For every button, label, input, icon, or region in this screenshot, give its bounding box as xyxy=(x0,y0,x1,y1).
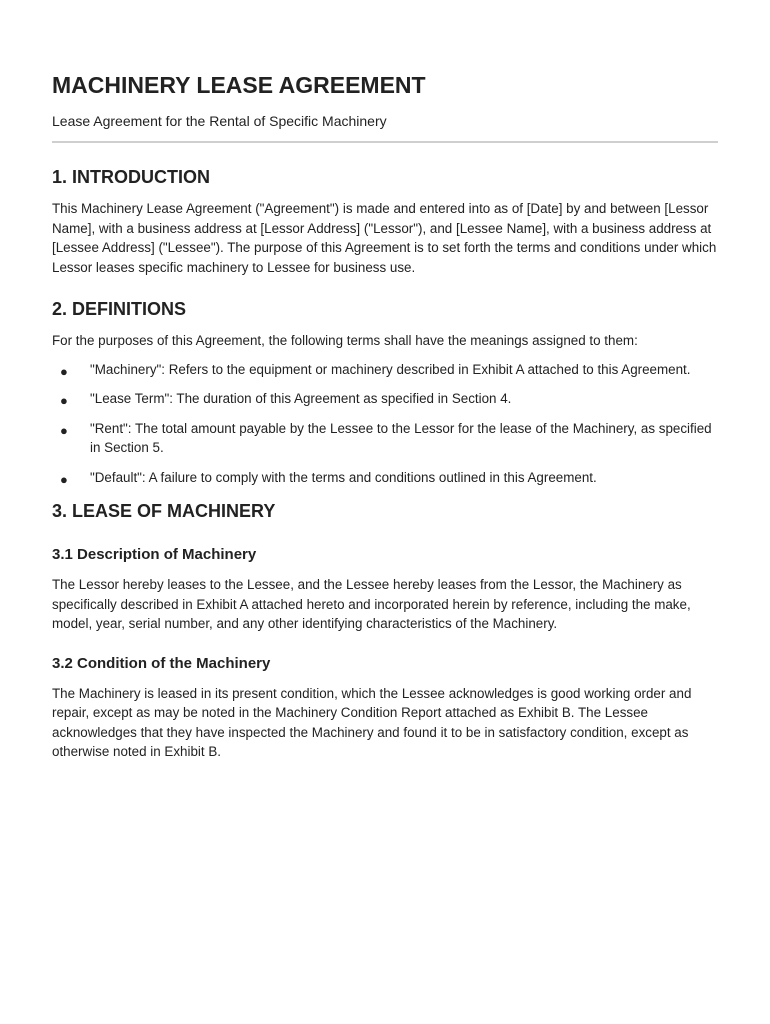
section-introduction-body: This Machinery Lease Agreement ("Agreement") is made and entered into as of [Date] by and between [Lessor Name], with a business address at [Lessor Address] ("Lessor"), and [Lessee Name], with a business address at [Lessee Address] ("Lessee"). The purpose of this Agreement is to set forth the terms and conditions under which Lessor leases specific machinery to Lessee for business use. xyxy=(52,201,717,275)
subsection-condition-heading: 3.2 Condition of the Machinery xyxy=(52,654,271,672)
list-item xyxy=(52,389,718,409)
subsection-description-heading: 3.1 Description of Machinery xyxy=(52,546,257,563)
section-definitions-heading: 2. DEFINITIONS xyxy=(52,299,187,319)
bullet-icon: ● xyxy=(60,422,68,438)
subsection-condition-body: The Machinery is leased in its present condition, which the Lessee acknowledges is good working order and repair, except as may be noted in the Machinery Condition Report attached as Exhibit B. The Lessee acknowledges that they have inspected the Machinery and found it to be in satisfactory condition, except as otherwise noted in Exhibit B. xyxy=(52,685,692,759)
title-divider xyxy=(52,141,718,143)
definition-text: "Lease Term": The duration of this Agreement as specified in Section 4. xyxy=(90,391,512,406)
section-lease-heading: 3. LEASE OF MACHINERY xyxy=(52,501,276,521)
bullet-icon: ● xyxy=(60,363,68,379)
list-item xyxy=(52,468,718,488)
bullet-icon: ● xyxy=(60,471,68,487)
document-subtitle: Lease Agreement for the Rental of Specific Machinery xyxy=(52,113,387,129)
list-item xyxy=(52,419,718,458)
bullet-icon: ● xyxy=(60,393,68,408)
subsection-description-body: The Lessor hereby leases to the Lessee, and the Lessee hereby leases from the Lessor, the Machinery as specifically described in Exhibit A attached hereto and incorporated herein by reference, including the make, model, year, serial number, and any other identifying characteristics of the Machinery. xyxy=(52,577,691,631)
definitions-list xyxy=(52,360,718,488)
section-introduction-heading: 1. INTRODUCTION xyxy=(52,167,211,187)
definition-text: "Machinery": Refers to the equipment or machinery described in Exhibit A attached to this Agreement. xyxy=(90,361,691,377)
definition-text: "Rent": The total amount payable by the Lessee to the Lessor for the lease of the Machinery, as specified in Section 5. xyxy=(90,420,712,455)
definition-text: "Default": A failure to comply with the terms and conditions outlined in this Agreement. xyxy=(90,469,597,485)
document-title: MACHINERY LEASE AGREEMENT xyxy=(52,72,426,98)
list-item xyxy=(52,360,718,380)
section-definitions-intro: For the purposes of this Agreement, the following terms shall have the meanings assigned to them: xyxy=(52,333,638,348)
